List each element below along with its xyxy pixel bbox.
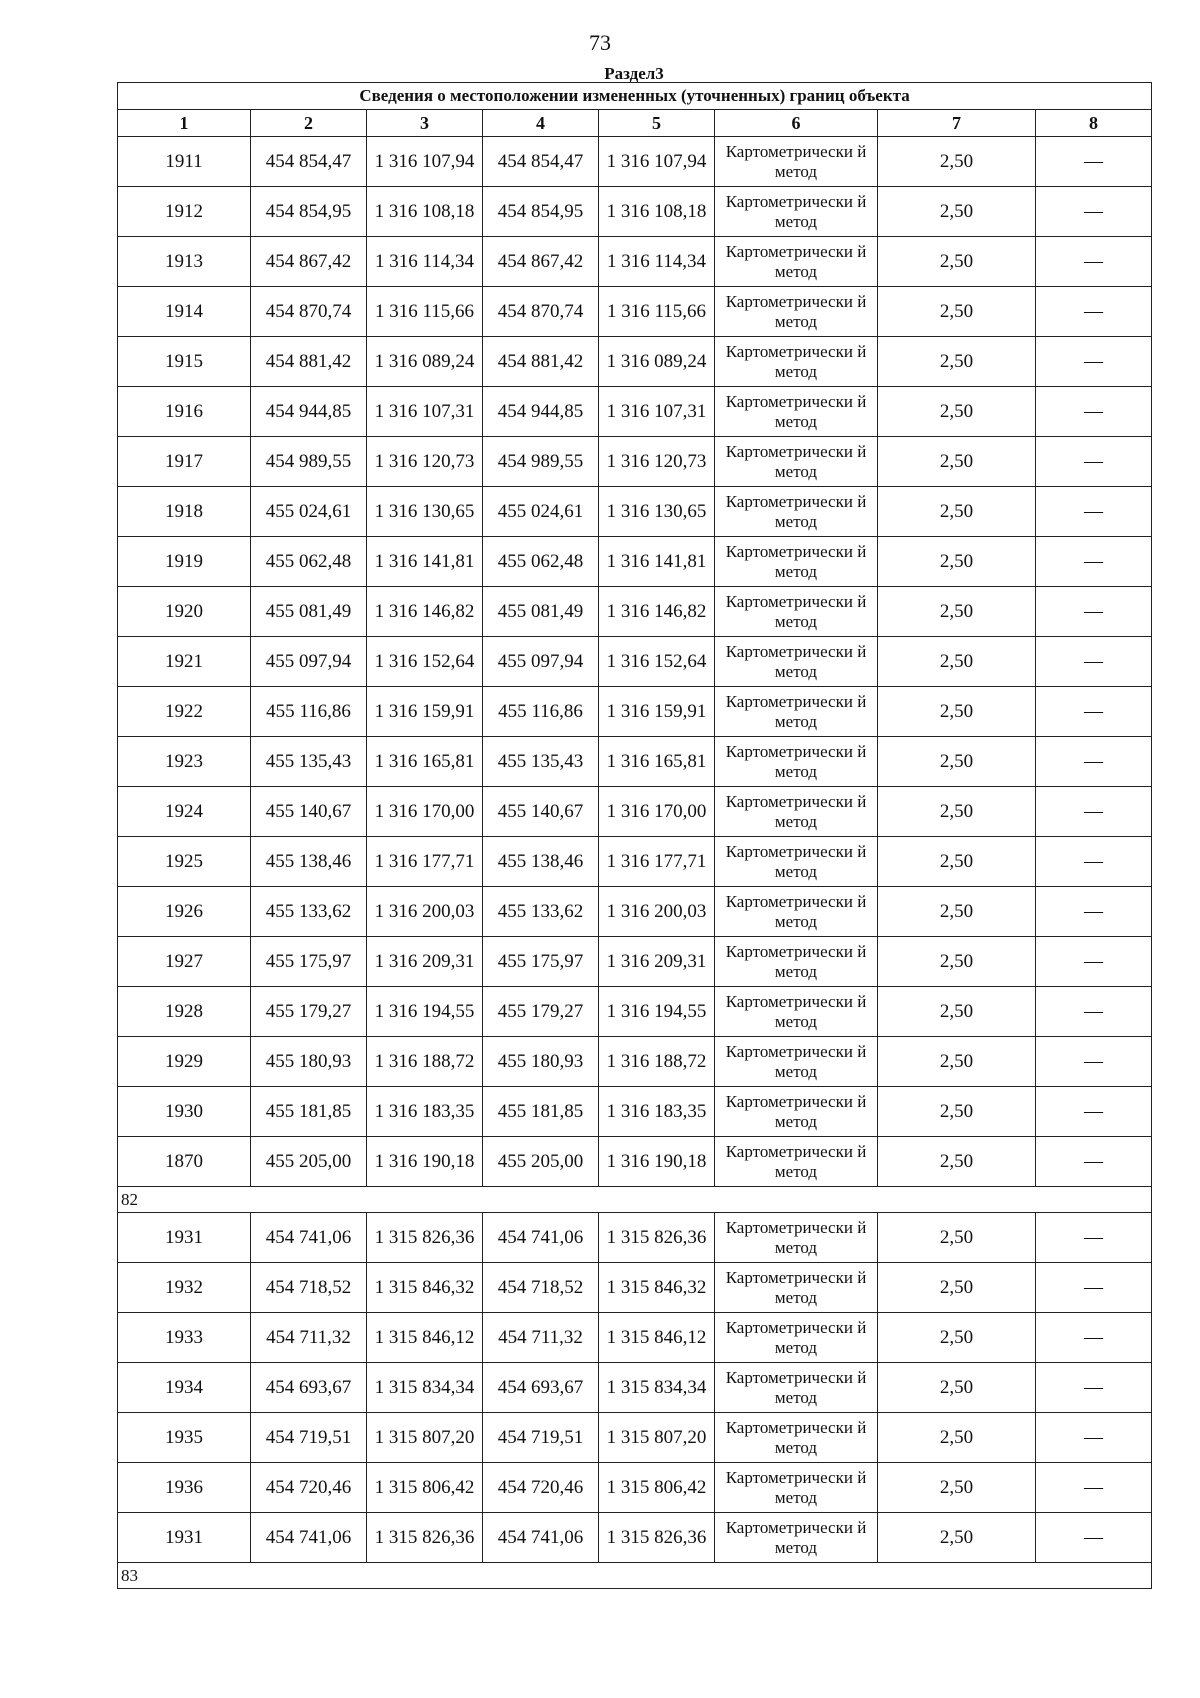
cell-point-number: 1931: [118, 1213, 251, 1263]
table-row: [118, 587, 1152, 637]
column-number: 1: [118, 110, 251, 137]
cell-y-refined: 1 316 146,82: [599, 587, 715, 637]
cell-x-refined: 454 741,06: [483, 1213, 599, 1263]
cell-point-number: 1919: [118, 537, 251, 587]
cell-y-existing: 1 316 108,18: [367, 187, 483, 237]
cell-point-number: 1930: [118, 1087, 251, 1137]
cell-point-number: 1921: [118, 637, 251, 687]
cell-accuracy: 2,50: [878, 337, 1036, 387]
cell-accuracy: 2,50: [878, 687, 1036, 737]
contour-label-row: [118, 1187, 1152, 1213]
cell-description: —: [1036, 1037, 1152, 1087]
cell-description: —: [1036, 1213, 1152, 1263]
table-row: [118, 837, 1152, 887]
cell-accuracy: 2,50: [878, 1463, 1036, 1513]
cell-x-existing: 454 718,52: [251, 1263, 367, 1313]
cell-x-refined: 454 867,42: [483, 237, 599, 287]
table-row: [118, 987, 1152, 1037]
cell-x-existing: 454 989,55: [251, 437, 367, 487]
cell-y-refined: 1 316 108,18: [599, 187, 715, 237]
cell-x-existing: 454 854,95: [251, 187, 367, 237]
cell-accuracy: 2,50: [878, 937, 1036, 987]
cell-accuracy: 2,50: [878, 1087, 1036, 1137]
cell-point-number: 1928: [118, 987, 251, 1037]
cell-x-refined: 455 175,97: [483, 937, 599, 987]
cell-x-refined: 455 135,43: [483, 737, 599, 787]
cell-method: Картометрически й метод: [715, 887, 878, 937]
cell-method: Картометрически й метод: [715, 1313, 878, 1363]
cell-y-existing: 1 315 826,36: [367, 1213, 483, 1263]
cell-accuracy: 2,50: [878, 887, 1036, 937]
table-row: [118, 1263, 1152, 1313]
cell-x-existing: 455 062,48: [251, 537, 367, 587]
cell-x-refined: 455 116,86: [483, 687, 599, 737]
cell-description: —: [1036, 1463, 1152, 1513]
cell-x-existing: 455 179,27: [251, 987, 367, 1037]
column-number-row: [118, 110, 1152, 137]
cell-accuracy: 2,50: [878, 1313, 1036, 1363]
cell-accuracy: 2,50: [878, 1213, 1036, 1263]
cell-x-refined: 455 179,27: [483, 987, 599, 1037]
cell-method: Картометрически й метод: [715, 187, 878, 237]
cell-x-refined: 454 944,85: [483, 387, 599, 437]
cell-x-refined: 454 870,74: [483, 287, 599, 337]
table-row: [118, 937, 1152, 987]
cell-x-refined: 455 180,93: [483, 1037, 599, 1087]
cell-description: —: [1036, 1363, 1152, 1413]
cell-point-number: 1917: [118, 437, 251, 487]
cell-accuracy: 2,50: [878, 787, 1036, 837]
cell-y-refined: 1 315 826,36: [599, 1213, 715, 1263]
cell-x-existing: 454 867,42: [251, 237, 367, 287]
cell-point-number: 1935: [118, 1413, 251, 1463]
cell-y-existing: 1 315 826,36: [367, 1513, 483, 1563]
table-row: [118, 287, 1152, 337]
cell-x-existing: 454 854,47: [251, 137, 367, 187]
cell-accuracy: 2,50: [878, 437, 1036, 487]
cell-accuracy: 2,50: [878, 987, 1036, 1037]
cell-method: Картометрически й метод: [715, 137, 878, 187]
cell-method: Картометрически й метод: [715, 1263, 878, 1313]
cell-x-refined: 455 205,00: [483, 1137, 599, 1187]
table-row: [118, 337, 1152, 387]
cell-description: —: [1036, 937, 1152, 987]
cell-y-refined: 1 316 194,55: [599, 987, 715, 1037]
cell-x-refined: 454 719,51: [483, 1413, 599, 1463]
cell-point-number: 1932: [118, 1263, 251, 1313]
table-row: [118, 637, 1152, 687]
cell-accuracy: 2,50: [878, 287, 1036, 337]
cell-y-refined: 1 315 846,12: [599, 1313, 715, 1363]
contour-label-row: [118, 1563, 1152, 1589]
cell-y-existing: 1 316 115,66: [367, 287, 483, 337]
cell-x-existing: 455 135,43: [251, 737, 367, 787]
table-row: [118, 1087, 1152, 1137]
column-number: 7: [878, 110, 1036, 137]
cell-y-existing: 1 316 141,81: [367, 537, 483, 587]
cell-accuracy: 2,50: [878, 1263, 1036, 1313]
cell-y-refined: 1 315 826,36: [599, 1513, 715, 1563]
cell-y-existing: 1 316 130,65: [367, 487, 483, 537]
cell-x-existing: 455 140,67: [251, 787, 367, 837]
cell-y-existing: 1 316 107,31: [367, 387, 483, 437]
cell-y-refined: 1 316 188,72: [599, 1037, 715, 1087]
cell-y-existing: 1 316 209,31: [367, 937, 483, 987]
boundary-coordinates-table: [117, 82, 1152, 1589]
cell-description: —: [1036, 637, 1152, 687]
cell-description: —: [1036, 337, 1152, 387]
table-row: [118, 1463, 1152, 1513]
cell-y-refined: 1 316 114,34: [599, 237, 715, 287]
cell-y-existing: 1 316 177,71: [367, 837, 483, 887]
cell-description: —: [1036, 187, 1152, 237]
table-row: [118, 537, 1152, 587]
cell-description: —: [1036, 1137, 1152, 1187]
table-row: [118, 737, 1152, 787]
cell-point-number: 1918: [118, 487, 251, 537]
cell-x-refined: 454 693,67: [483, 1363, 599, 1413]
cell-y-existing: 1 316 170,00: [367, 787, 483, 837]
table-row: [118, 687, 1152, 737]
cell-point-number: 1911: [118, 137, 251, 187]
cell-description: —: [1036, 537, 1152, 587]
cell-method: Картометрически й метод: [715, 637, 878, 687]
table-row: [118, 1313, 1152, 1363]
cell-description: —: [1036, 487, 1152, 537]
cell-y-existing: 1 316 159,91: [367, 687, 483, 737]
cell-y-refined: 1 316 115,66: [599, 287, 715, 337]
cell-x-existing: 455 181,85: [251, 1087, 367, 1137]
cell-description: —: [1036, 237, 1152, 287]
cell-y-refined: 1 315 846,32: [599, 1263, 715, 1313]
cell-x-existing: 455 116,86: [251, 687, 367, 737]
table-row: [118, 187, 1152, 237]
cell-point-number: 1929: [118, 1037, 251, 1087]
cell-description: —: [1036, 987, 1152, 1037]
cell-y-refined: 1 315 807,20: [599, 1413, 715, 1463]
cell-description: —: [1036, 1513, 1152, 1563]
table-row: [118, 1213, 1152, 1263]
table-body: [118, 83, 1152, 1589]
cell-method: Картометрически й метод: [715, 687, 878, 737]
cell-y-refined: 1 315 806,42: [599, 1463, 715, 1513]
cell-description: —: [1036, 387, 1152, 437]
cell-y-refined: 1 316 183,35: [599, 1087, 715, 1137]
cell-point-number: 1870: [118, 1137, 251, 1187]
column-number: 5: [599, 110, 715, 137]
cell-method: Картометрически й метод: [715, 387, 878, 437]
cell-y-existing: 1 316 190,18: [367, 1137, 483, 1187]
cell-point-number: 1913: [118, 237, 251, 287]
table-row: [118, 887, 1152, 937]
cell-y-existing: 1 316 107,94: [367, 137, 483, 187]
cell-method: Картометрически й метод: [715, 1137, 878, 1187]
table-row: [118, 1037, 1152, 1087]
cell-y-existing: 1 315 807,20: [367, 1413, 483, 1463]
cell-method: Картометрически й метод: [715, 1087, 878, 1137]
cell-y-existing: 1 315 834,34: [367, 1363, 483, 1413]
cell-x-existing: 454 881,42: [251, 337, 367, 387]
cell-point-number: 1915: [118, 337, 251, 387]
cell-accuracy: 2,50: [878, 737, 1036, 787]
cell-description: —: [1036, 287, 1152, 337]
cell-y-refined: 1 316 170,00: [599, 787, 715, 837]
cell-y-existing: 1 316 200,03: [367, 887, 483, 937]
table-row: [118, 1513, 1152, 1563]
cell-y-refined: 1 316 152,64: [599, 637, 715, 687]
cell-y-refined: 1 315 834,34: [599, 1363, 715, 1413]
cell-y-refined: 1 316 165,81: [599, 737, 715, 787]
cell-description: —: [1036, 437, 1152, 487]
cell-point-number: 1916: [118, 387, 251, 437]
cell-accuracy: 2,50: [878, 137, 1036, 187]
cell-description: —: [1036, 1313, 1152, 1363]
cell-x-existing: 455 180,93: [251, 1037, 367, 1087]
cell-x-refined: 454 720,46: [483, 1463, 599, 1513]
cell-method: Картометрически й метод: [715, 587, 878, 637]
cell-x-existing: 454 944,85: [251, 387, 367, 437]
cell-y-refined: 1 316 107,31: [599, 387, 715, 437]
cell-y-existing: 1 315 846,12: [367, 1313, 483, 1363]
cell-accuracy: 2,50: [878, 837, 1036, 887]
cell-y-existing: 1 316 194,55: [367, 987, 483, 1037]
cell-y-existing: 1 316 120,73: [367, 437, 483, 487]
cell-point-number: 1912: [118, 187, 251, 237]
cell-point-number: 1924: [118, 787, 251, 837]
cell-x-refined: 454 854,95: [483, 187, 599, 237]
cell-point-number: 1927: [118, 937, 251, 987]
cell-x-refined: 454 741,06: [483, 1513, 599, 1563]
cell-y-existing: 1 316 114,34: [367, 237, 483, 287]
cell-accuracy: 2,50: [878, 1363, 1036, 1413]
cell-accuracy: 2,50: [878, 387, 1036, 437]
table-row: [118, 487, 1152, 537]
cell-y-existing: 1 316 188,72: [367, 1037, 483, 1087]
contour-label: 83: [118, 1563, 1152, 1589]
cell-y-existing: 1 315 846,32: [367, 1263, 483, 1313]
cell-accuracy: 2,50: [878, 1037, 1036, 1087]
cell-y-existing: 1 316 183,35: [367, 1087, 483, 1137]
cell-x-existing: 455 133,62: [251, 887, 367, 937]
cell-x-refined: 455 138,46: [483, 837, 599, 887]
table-row: [118, 1363, 1152, 1413]
cell-accuracy: 2,50: [878, 1137, 1036, 1187]
table-row: [118, 437, 1152, 487]
cell-x-existing: 454 711,32: [251, 1313, 367, 1363]
cell-accuracy: 2,50: [878, 1513, 1036, 1563]
cell-y-refined: 1 316 107,94: [599, 137, 715, 187]
cell-x-refined: 455 133,62: [483, 887, 599, 937]
cell-accuracy: 2,50: [878, 237, 1036, 287]
cell-point-number: 1925: [118, 837, 251, 887]
table-row: [118, 1137, 1152, 1187]
cell-y-existing: 1 316 089,24: [367, 337, 483, 387]
cell-y-refined: 1 316 089,24: [599, 337, 715, 387]
section-title: Раздел3: [604, 64, 664, 83]
column-number: 4: [483, 110, 599, 137]
cell-x-existing: 455 138,46: [251, 837, 367, 887]
cell-x-refined: 454 989,55: [483, 437, 599, 487]
cell-y-refined: 1 316 120,73: [599, 437, 715, 487]
cell-method: Картометрически й метод: [715, 1037, 878, 1087]
cell-y-refined: 1 316 200,03: [599, 887, 715, 937]
cell-description: —: [1036, 737, 1152, 787]
contour-label: 82: [118, 1187, 1152, 1213]
cell-x-refined: 455 097,94: [483, 637, 599, 687]
cell-method: Картометрически й метод: [715, 837, 878, 887]
cell-y-refined: 1 316 177,71: [599, 837, 715, 887]
cell-point-number: 1914: [118, 287, 251, 337]
cell-y-refined: 1 316 130,65: [599, 487, 715, 537]
cell-x-refined: 455 140,67: [483, 787, 599, 837]
cell-y-refined: 1 316 209,31: [599, 937, 715, 987]
cell-point-number: 1923: [118, 737, 251, 787]
cell-x-existing: 455 024,61: [251, 487, 367, 537]
cell-x-refined: 454 881,42: [483, 337, 599, 387]
cell-accuracy: 2,50: [878, 187, 1036, 237]
cell-x-existing: 454 741,06: [251, 1513, 367, 1563]
cell-method: Картометрически й метод: [715, 987, 878, 1037]
table-caption-row: [118, 83, 1152, 110]
cell-x-existing: 454 870,74: [251, 287, 367, 337]
cell-x-existing: 454 719,51: [251, 1413, 367, 1463]
cell-x-existing: 455 205,00: [251, 1137, 367, 1187]
cell-method: Картометрически й метод: [715, 787, 878, 837]
cell-x-existing: 454 741,06: [251, 1213, 367, 1263]
cell-method: Картометрически й метод: [715, 337, 878, 387]
cell-method: Картометрически й метод: [715, 1213, 878, 1263]
cell-method: Картометрически й метод: [715, 737, 878, 787]
cell-x-existing: 455 081,49: [251, 587, 367, 637]
cell-method: Картометрически й метод: [715, 487, 878, 537]
cell-accuracy: 2,50: [878, 487, 1036, 537]
cell-description: —: [1036, 1413, 1152, 1463]
cell-x-existing: 454 693,67: [251, 1363, 367, 1413]
cell-y-existing: 1 315 806,42: [367, 1463, 483, 1513]
table-row: [118, 787, 1152, 837]
cell-description: —: [1036, 137, 1152, 187]
cell-method: Картометрически й метод: [715, 937, 878, 987]
column-number: 8: [1036, 110, 1152, 137]
cell-description: —: [1036, 687, 1152, 737]
column-number: 6: [715, 110, 878, 137]
cell-accuracy: 2,50: [878, 587, 1036, 637]
cell-x-refined: 455 024,61: [483, 487, 599, 537]
cell-y-existing: 1 316 146,82: [367, 587, 483, 637]
cell-description: —: [1036, 1263, 1152, 1313]
cell-description: —: [1036, 587, 1152, 637]
cell-accuracy: 2,50: [878, 637, 1036, 687]
cell-method: Картометрически й метод: [715, 537, 878, 587]
cell-x-refined: 455 062,48: [483, 537, 599, 587]
cell-method: Картометрически й метод: [715, 437, 878, 487]
cell-description: —: [1036, 787, 1152, 837]
boundary-table-wrapper: [117, 66, 1151, 1589]
cell-point-number: 1920: [118, 587, 251, 637]
cell-point-number: 1933: [118, 1313, 251, 1363]
cell-y-refined: 1 316 141,81: [599, 537, 715, 587]
cell-point-number: 1936: [118, 1463, 251, 1513]
table-row: [118, 1413, 1152, 1463]
cell-x-refined: 454 718,52: [483, 1263, 599, 1313]
cell-method: Картометрически й метод: [715, 1463, 878, 1513]
cell-x-refined: 454 711,32: [483, 1313, 599, 1363]
cell-x-refined: 454 854,47: [483, 137, 599, 187]
cell-y-existing: 1 316 152,64: [367, 637, 483, 687]
page-number: 73: [589, 30, 611, 55]
cell-point-number: 1926: [118, 887, 251, 937]
cell-y-existing: 1 316 165,81: [367, 737, 483, 787]
column-number: 2: [251, 110, 367, 137]
cell-point-number: 1922: [118, 687, 251, 737]
cell-method: Картометрически й метод: [715, 287, 878, 337]
cell-description: —: [1036, 887, 1152, 937]
table-row: [118, 137, 1152, 187]
cell-description: —: [1036, 1087, 1152, 1137]
cell-accuracy: 2,50: [878, 1413, 1036, 1463]
cell-description: —: [1036, 837, 1152, 887]
column-number: 3: [367, 110, 483, 137]
cell-x-refined: 455 181,85: [483, 1087, 599, 1137]
cell-point-number: 1934: [118, 1363, 251, 1413]
table-row: [118, 237, 1152, 287]
cell-point-number: 1931: [118, 1513, 251, 1563]
cell-accuracy: 2,50: [878, 537, 1036, 587]
cell-method: Картометрически й метод: [715, 1363, 878, 1413]
cell-y-refined: 1 316 159,91: [599, 687, 715, 737]
cell-method: Картометрически й метод: [715, 1413, 878, 1463]
cell-method: Картометрически й метод: [715, 1513, 878, 1563]
cell-y-refined: 1 316 190,18: [599, 1137, 715, 1187]
cell-x-existing: 454 720,46: [251, 1463, 367, 1513]
cell-x-refined: 455 081,49: [483, 587, 599, 637]
cell-method: Картометрически й метод: [715, 237, 878, 287]
table-caption: Сведения о местоположении измененных (уточненных) границ объекта: [118, 83, 1152, 110]
cell-x-existing: 455 175,97: [251, 937, 367, 987]
table-row: [118, 387, 1152, 437]
cell-x-existing: 455 097,94: [251, 637, 367, 687]
